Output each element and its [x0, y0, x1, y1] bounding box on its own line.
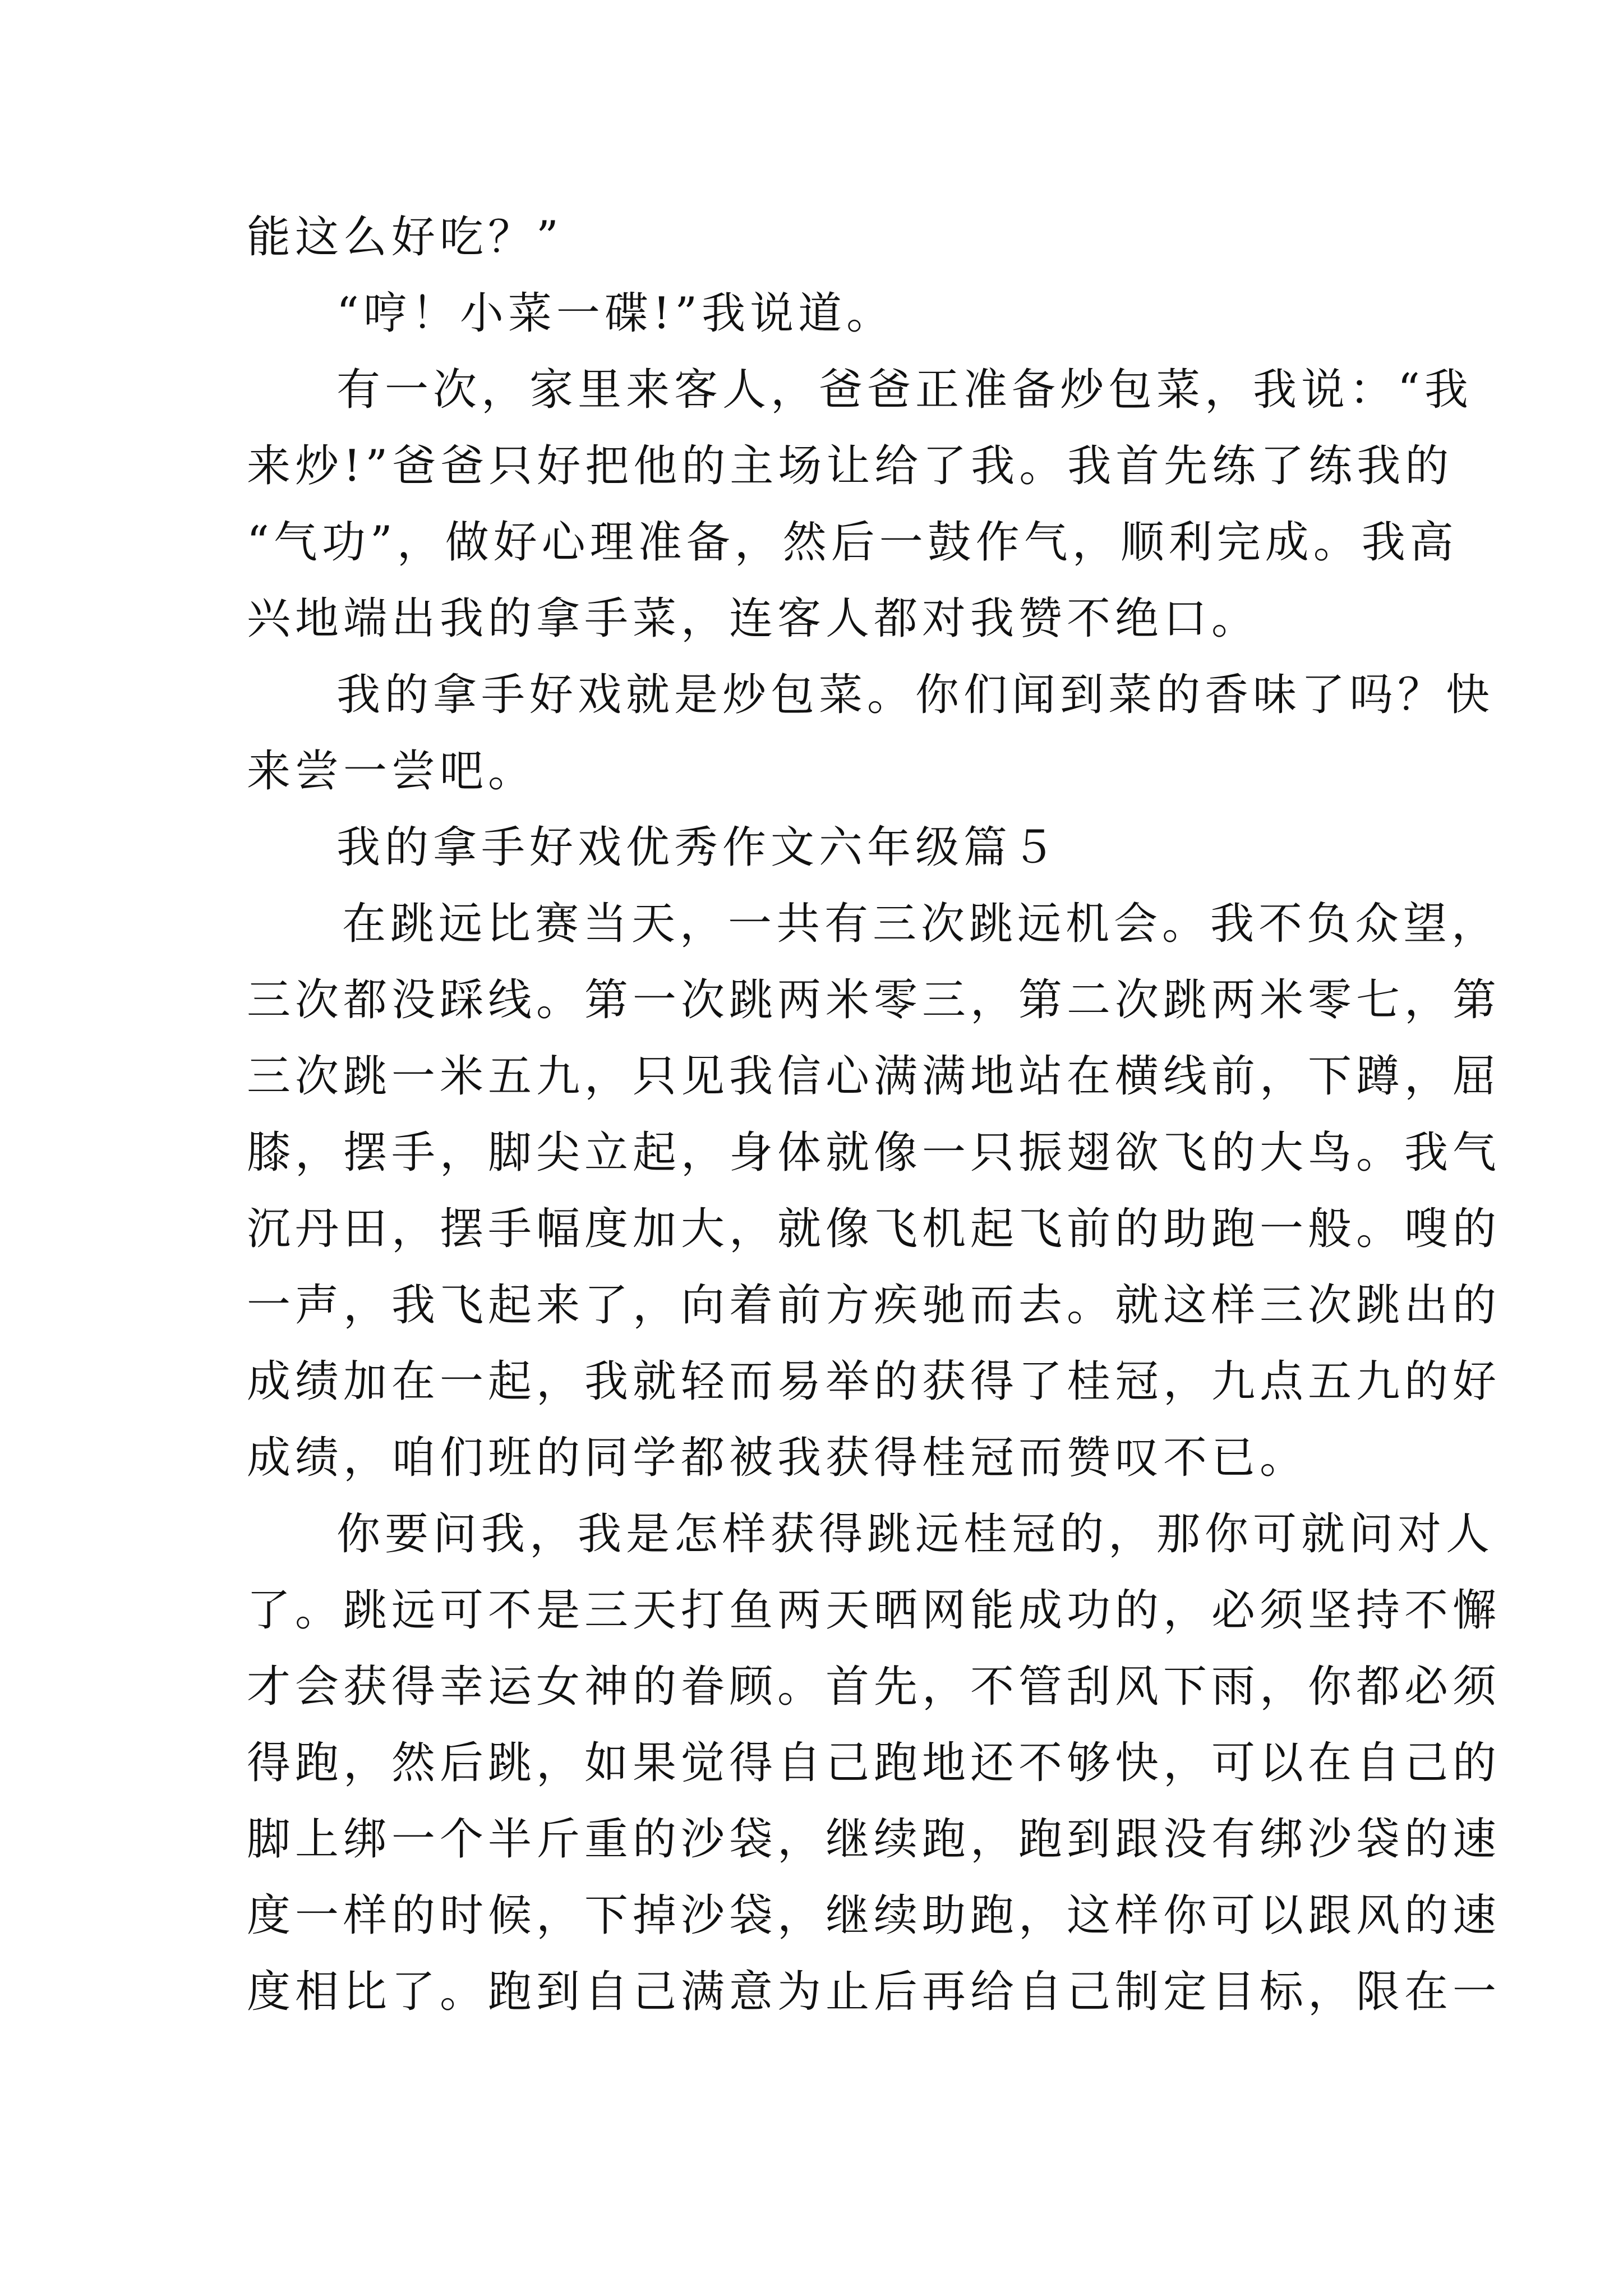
text-line: 兴地端出我的拿手菜，连客人都对我赞不绝口。: [247, 593, 1260, 644]
text-line: 三次跳一米五九，只见我信心满满地站在横线前，下蹲，屈: [247, 1051, 1501, 1102]
text-line: 你要问我，我是怎样获得跳远桂冠的，那你可就问对人: [336, 1509, 1495, 1559]
text-line: 成绩加在一起，我就轻而易举的获得了桂冠，九点五九的好: [247, 1356, 1501, 1407]
text-line: 我的拿手好戏就是炒包菜。你们闻到菜的香味了吗？快: [336, 670, 1495, 720]
text-line: 有一次，家里来客人，爸爸正准备炒包菜，我说：“我: [336, 365, 1473, 415]
text-line: 成绩，咱们班的同学都被我获得桂冠而赞叹不已。: [247, 1433, 1308, 1483]
text-line: 度相比了。跑到自己满意为止后再给自己制定目标，限在一: [247, 1967, 1501, 2017]
text-line: “气功”，做好心理准备，然后一鼓作气，顺利完成。我高: [247, 517, 1458, 568]
text-line: 来尝一尝吧。: [247, 746, 537, 797]
text-line: 一声，我飞起来了，向着前方疾驰而去。就这样三次跳出的: [247, 1280, 1501, 1331]
text-line: 沉丹田，摆手幅度加大，就像飞机起飞前的助跑一般。嗖的: [247, 1204, 1501, 1254]
section-heading: 我的拿手好戏优秀作文六年级篇５: [336, 822, 1061, 873]
text-line: 脚上绑一个半斤重的沙袋，继续跑，跑到跟没有绑沙袋的速: [247, 1814, 1501, 1865]
text-line: 来炒!”爸爸只好把他的主场让给了我。我首先练了练我的: [247, 441, 1454, 491]
text-line: 了。跳远可不是三天打鱼两天晒网能成功的，必须坚持不懈: [247, 1585, 1501, 1636]
text-line: 得跑，然后跳，如果觉得自己跑地还不够快，可以在自己的: [247, 1738, 1501, 1788]
document-body: [247, 199, 1501, 2030]
text-line: 才会获得幸运女神的眷顾。首先，不管刮风下雨，你都必须: [247, 1662, 1501, 1712]
text-line: 在跳远比赛当天，一共有三次跳远机会。我不负众望，: [342, 899, 1500, 949]
text-line: “哼！小菜一碟!”我说道。: [336, 288, 895, 339]
text-line: 度一样的时候，下掉沙袋，继续助跑，这样你可以跟风的速: [247, 1890, 1501, 1941]
text-line: 膝，摆手，脚尖立起，身体就像一只振翅欲飞的大鸟。我气: [247, 1128, 1501, 1178]
text-line: 能这么好吃？”: [247, 212, 563, 263]
text-line: 三次都没踩线。第一次跳两米零三，第二次跳两米零七，第: [247, 975, 1501, 1025]
